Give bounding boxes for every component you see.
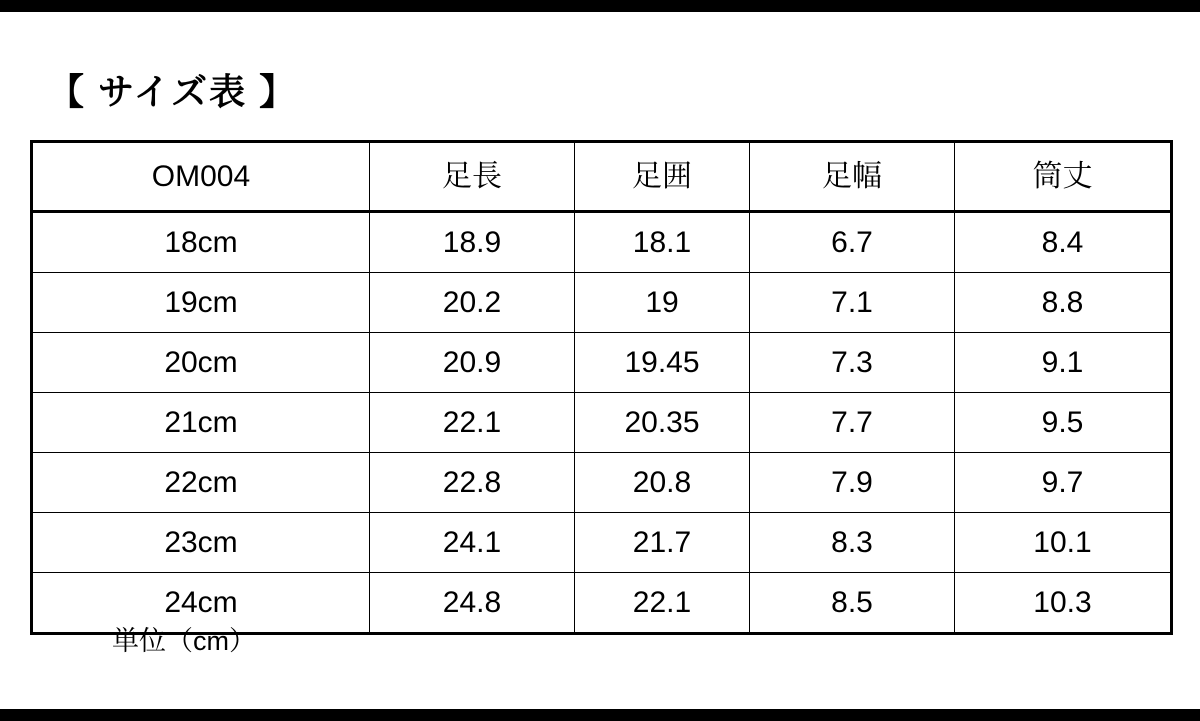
cell-shaft-height: 10.1: [955, 513, 1172, 573]
cell-size: 24cm: [32, 573, 370, 634]
cell-size: 18cm: [32, 212, 370, 273]
page-title: 【 サイズ表 】: [48, 71, 298, 112]
cell-foot-circumference: 20.8: [575, 453, 750, 513]
table-row: [32, 513, 1172, 573]
cell-foot-circumference: 19: [575, 273, 750, 333]
cell-size: 19cm: [32, 273, 370, 333]
cell-foot-width: 7.9: [750, 453, 955, 513]
column-header-shaft-height: 筒丈: [955, 142, 1172, 212]
table-header-row: [32, 142, 1172, 212]
table-row: [32, 393, 1172, 453]
cell-foot-length: 20.2: [370, 273, 575, 333]
size-table-container: [30, 140, 1170, 635]
table-row: [32, 212, 1172, 273]
column-header-model: OM004: [32, 142, 370, 212]
size-table: [30, 140, 1173, 635]
cell-foot-length: 18.9: [370, 212, 575, 273]
cell-foot-circumference: 19.45: [575, 333, 750, 393]
cell-size: 21cm: [32, 393, 370, 453]
cell-shaft-height: 9.5: [955, 393, 1172, 453]
cell-size: 22cm: [32, 453, 370, 513]
cell-foot-circumference: 20.35: [575, 393, 750, 453]
cell-foot-width: 8.3: [750, 513, 955, 573]
cell-foot-length: 22.1: [370, 393, 575, 453]
column-header-foot-circumference: 足囲: [575, 142, 750, 212]
cell-shaft-height: 8.4: [955, 212, 1172, 273]
cell-foot-length: 20.9: [370, 333, 575, 393]
cell-size: 20cm: [32, 333, 370, 393]
table-row: [32, 333, 1172, 393]
column-header-foot-width: 足幅: [750, 142, 955, 212]
column-header-foot-length: 足長: [370, 142, 575, 212]
cell-foot-width: 7.7: [750, 393, 955, 453]
cell-foot-circumference: 21.7: [575, 513, 750, 573]
cell-foot-length: 24.1: [370, 513, 575, 573]
cell-shaft-height: 8.8: [955, 273, 1172, 333]
cell-shaft-height: 9.7: [955, 453, 1172, 513]
cell-foot-width: 6.7: [750, 212, 955, 273]
cell-foot-length: 22.8: [370, 453, 575, 513]
table-row: [32, 453, 1172, 513]
cell-foot-circumference: 22.1: [575, 573, 750, 634]
unit-note: 単位（cm）: [112, 626, 256, 656]
cell-foot-width: 8.5: [750, 573, 955, 634]
cell-shaft-height: 10.3: [955, 573, 1172, 634]
cell-shaft-height: 9.1: [955, 333, 1172, 393]
cell-foot-length: 24.8: [370, 573, 575, 634]
table-row: [32, 273, 1172, 333]
cell-foot-width: 7.1: [750, 273, 955, 333]
cell-foot-width: 7.3: [750, 333, 955, 393]
cell-foot-circumference: 18.1: [575, 212, 750, 273]
cell-size: 23cm: [32, 513, 370, 573]
